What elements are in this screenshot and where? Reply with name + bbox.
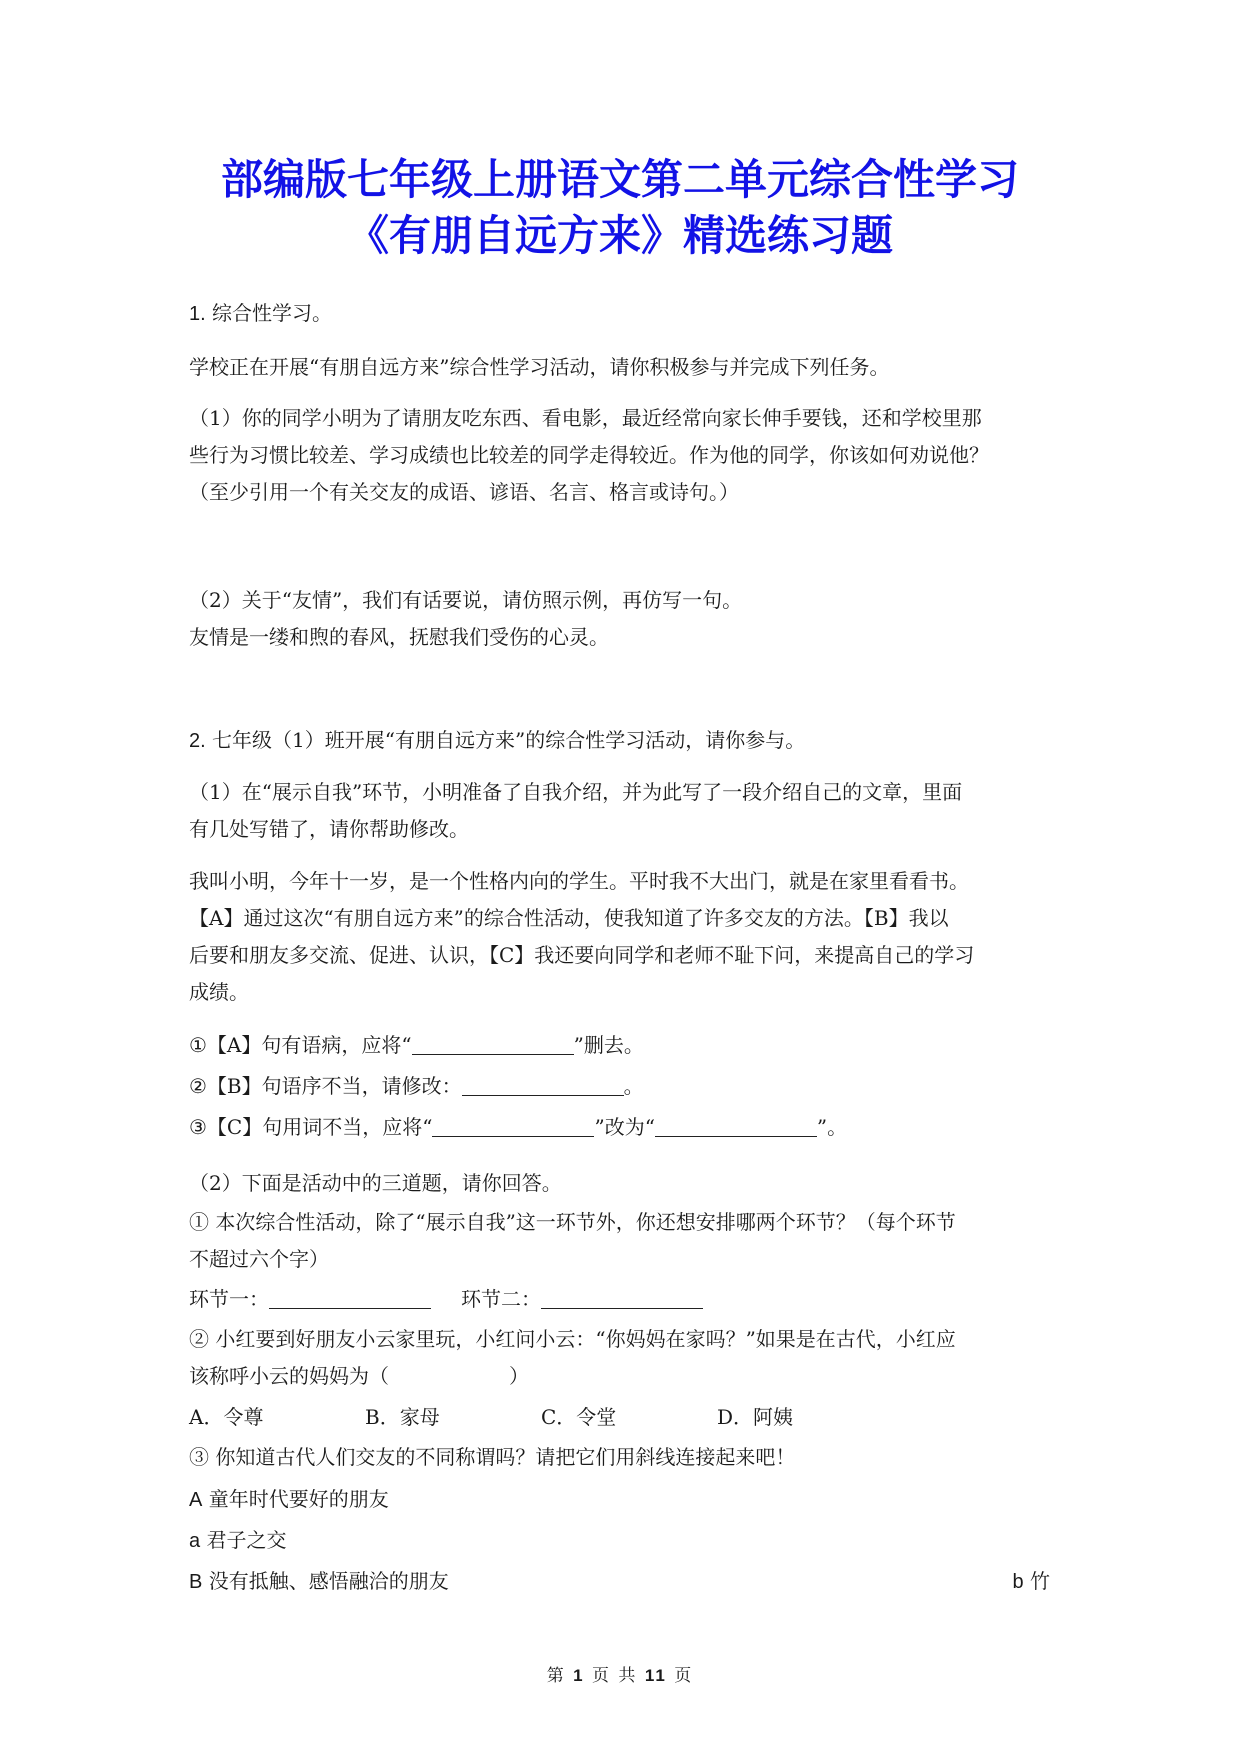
match-text-B: 没有抵触、感悟融洽的朋友 [208,1569,449,1593]
match-letter-b: b [1012,1571,1024,1593]
q2-text-line2: 【A】通过这次“有朋自远方来”的综合性活动，使我知道了许多交友的方法。【B】我以 [189,906,949,930]
q2-part2-q3: ③ 你知道古代人们交友的不同称谓吗？请把它们用斜线连接起来吧！ [189,1445,796,1469]
answer-blank-a[interactable] [412,1036,574,1055]
q1-part2-example: 友情是一缕和煦的春风，抚慰我们受伤的心灵。 [189,625,609,649]
footer-total-pages: 11 [644,1666,667,1685]
segment-one-label: 环节一： [189,1287,269,1311]
q2-part2-q2-line2: 该称呼小云的妈妈为（ ） [189,1364,529,1388]
q1-intro: 学校正在开展“有朋自远方来”综合性学习活动，请你积极参与并完成下列任务。 [189,355,890,379]
q2-part1-line1: （1）在“展示自我”环节，小明准备了自我介绍，并为此写了一段介绍自己的文章，里面 [189,780,963,804]
q2-sub3-text: ③【C】句用词不当，应将“ [189,1115,433,1139]
match-item-B[interactable] [189,1566,449,1597]
q2-sub1-tail: ”删去。 [573,1033,644,1057]
q2-number: 2. [189,730,206,752]
q2-text-line4: 成绩。 [189,980,249,1004]
q1-part1-line1: （1）你的同学小明为了请朋友吃东西、看电影，最近经常向家长伸手要钱，还和学校里那 [189,406,982,430]
q2-part2-q2-line1: ② 小红要到好朋友小云家里玩，小红问小云：“你妈妈在家吗？”如果是在古代，小红应 [189,1327,956,1351]
footer-post: 页 [674,1666,694,1686]
match-letter-a: a [189,1530,201,1552]
q1-heading [189,298,332,329]
q2-sub1 [189,1030,644,1060]
q2-part2-q1-line2: 不超过六个字） [189,1247,329,1271]
q2-segments [189,1284,703,1314]
match-item-a[interactable] [189,1525,286,1556]
segment-two-label: 环节二： [461,1287,541,1311]
q1-heading-text: 综合性学习。 [212,301,333,325]
q1-part2-line1: （2）关于“友情”，我们有话要说，请仿照示例，再仿写一句。 [189,588,743,612]
match-letter-A: A [189,1489,203,1511]
q2-part2-line1: （2）下面是活动中的三道题，请你回答。 [189,1171,562,1195]
answer-blank-c1[interactable] [432,1118,594,1137]
option-d[interactable]: D．阿姨 [717,1405,794,1429]
q2-sub3-tail: ”。 [816,1115,848,1139]
footer-page-number: 1 [573,1666,585,1685]
q1-part1-line3: （至少引用一个有关交友的成语、谚语、名言、格言或诗句。） [189,480,739,504]
q2-text-line3: 后要和朋友多交流、促进、认识，【C】我还要向同学和老师不耻下问，来提高自己的学习 [189,943,975,967]
q2-heading-text: 七年级（1）班开展“有朋自远方来”的综合性学习活动，请你参与。 [212,728,806,752]
option-a[interactable]: A．令尊 [189,1405,264,1429]
answer-blank-b[interactable] [462,1077,624,1096]
q2-sub2-text: ②【B】句语序不当，请修改： [189,1074,462,1098]
q2-part2-q1-line1: ① 本次综合性活动，除了“展示自我”这一环节外，你还想安排哪两个环节？（每个环节 [189,1210,956,1234]
segment-one-blank[interactable] [269,1290,431,1309]
segment-two-blank[interactable] [541,1290,703,1309]
q1-number: 1. [189,303,206,325]
q2-part1-line2: 有几处写错了，请你帮助修改。 [189,817,469,841]
page-footer [0,1664,1240,1688]
footer-pre: 第 [546,1666,566,1686]
q2-sub1-text: ①【A】句有语病，应将“ [189,1033,412,1057]
match-text-A: 童年时代要好的朋友 [208,1487,389,1511]
q2-text-line1: 我叫小明，今年十一岁，是一个性格内向的学生。平时我不大出门，就是在家里看看书。 [189,869,969,893]
answer-blank-c2[interactable] [655,1118,817,1137]
option-b[interactable]: B．家母 [365,1405,440,1429]
match-item-b[interactable] [1013,1566,1050,1597]
option-c[interactable]: C．令堂 [541,1405,617,1429]
q2-sub2-tail: 。 [623,1074,644,1098]
title-line-1: 部编版七年级上册语文第二单元综合性学习 [220,155,1019,204]
match-item-A[interactable] [189,1484,389,1515]
q1-part1-line2: 些行为习惯比较差、学习成绩也比较差的同学走得较近。作为他的同学，你该如何劝说他？ [189,443,989,467]
q2-sub3 [189,1112,847,1142]
q2-sub2 [189,1071,644,1101]
q2-sub3-mid: ”改为“ [594,1115,655,1139]
match-text-b: 竹 [1030,1569,1050,1593]
footer-mid: 页 共 [592,1666,638,1686]
match-text-a: 君子之交 [206,1528,287,1552]
title-line-2: 《有朋自远方来》精选练习题 [346,211,893,260]
q2-heading [189,725,805,756]
match-letter-B: B [189,1571,203,1593]
